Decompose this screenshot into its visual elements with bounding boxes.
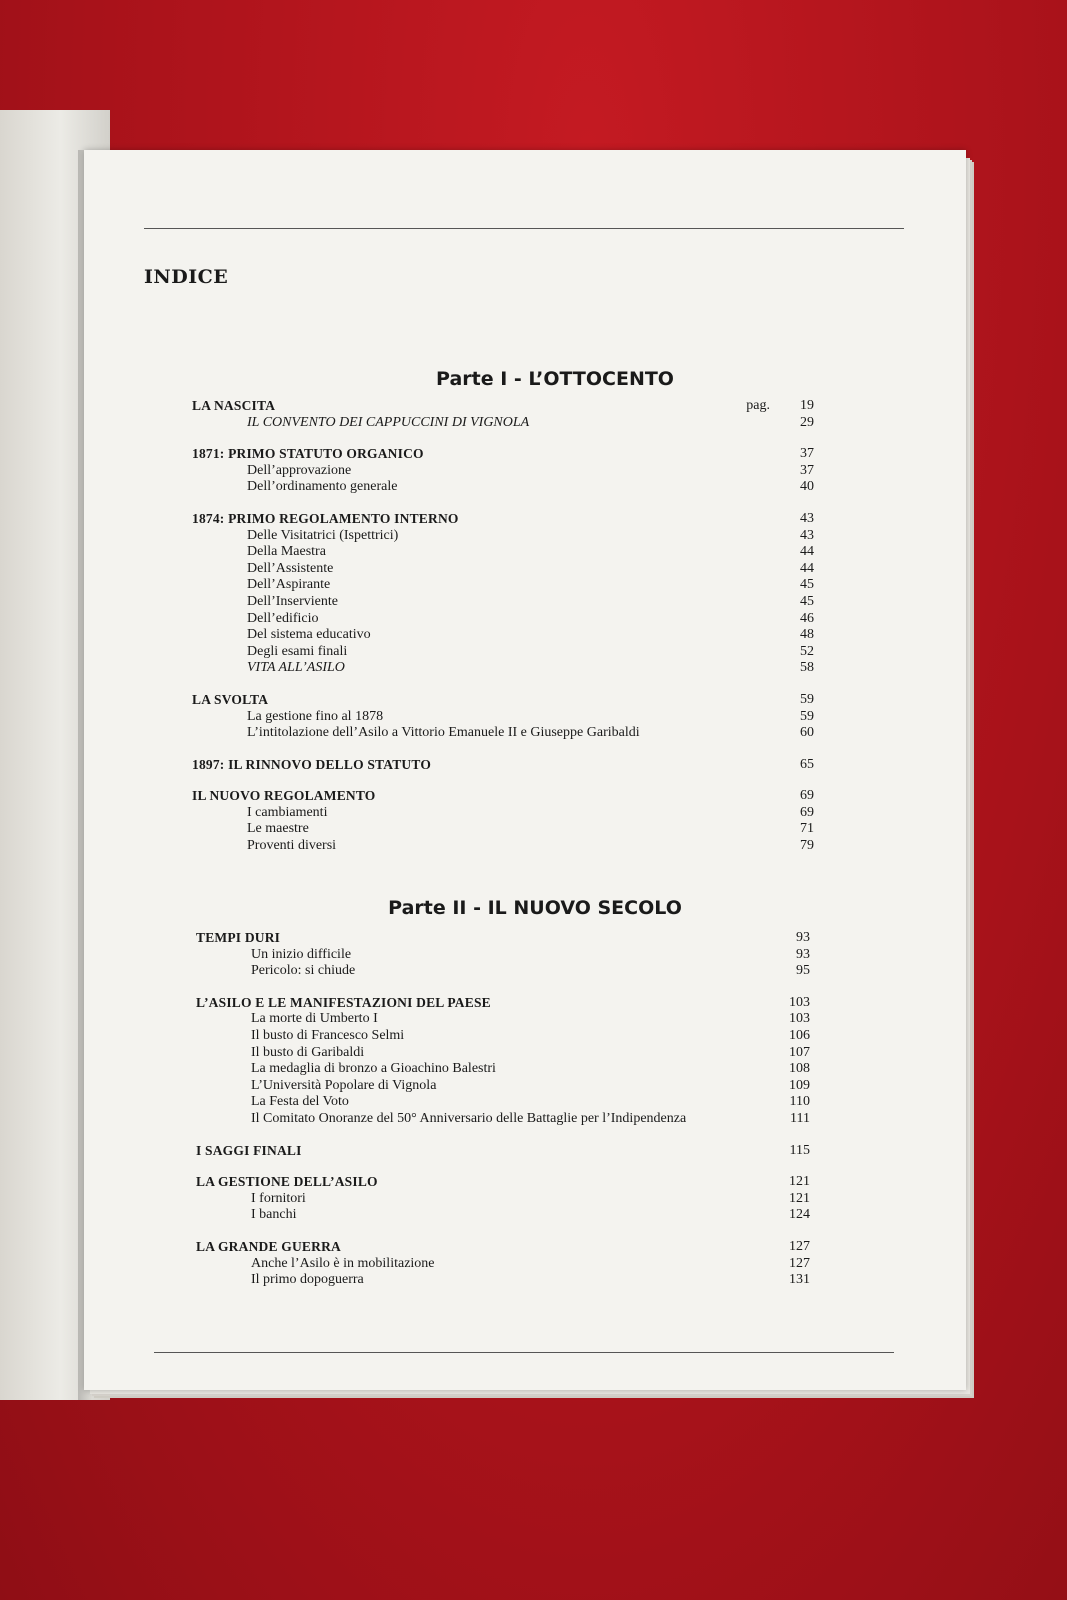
toc-subsection-entry — [192, 709, 814, 726]
toc-entry-page-number: 45 — [800, 593, 814, 609]
toc-entry-title: I cambiamenti — [247, 804, 328, 820]
toc-subsection-entry — [192, 660, 814, 677]
toc-entry-page-number: 115 — [789, 1142, 810, 1158]
toc-subsection-entry — [196, 1111, 810, 1128]
toc-entry-title: IL NUOVO REGOLAMENTO — [192, 788, 376, 804]
index-title: INDICE — [144, 266, 229, 288]
part-2-heading: Parte II - IL NUOVO SECOLO — [388, 897, 682, 919]
index-page — [84, 150, 966, 1390]
toc-entry-title: VITA ALL’ASILO — [247, 660, 345, 676]
toc-entry-page-number: 106 — [789, 1027, 810, 1043]
toc-entry-page-number: 103 — [789, 1011, 810, 1027]
toc-entry-page-number: 79 — [800, 838, 814, 854]
toc-entry-page-number: 69 — [800, 804, 814, 820]
toc-entry-page-number: 124 — [789, 1207, 810, 1223]
toc-entry-page-number: 60 — [800, 725, 814, 741]
toc-section — [196, 1174, 810, 1224]
toc-entry-page-number: 65 — [800, 756, 814, 772]
toc-entry-page-number: 127 — [789, 1238, 810, 1254]
toc-section — [196, 995, 810, 1128]
toc-entry-page-number: 59 — [800, 708, 814, 724]
toc-subsection-entry — [196, 1061, 810, 1078]
toc-chapter-entry — [196, 1143, 810, 1160]
toc-entry-title: Dell’ordinamento generale — [247, 479, 398, 495]
toc-section — [196, 1239, 810, 1289]
toc-entry-title: LA SVOLTA — [192, 691, 269, 707]
toc-section — [192, 757, 814, 774]
top-rule — [144, 228, 904, 229]
toc-chapter-entry — [196, 995, 810, 1012]
toc-section — [192, 398, 814, 431]
toc-entry-page-number: 40 — [800, 479, 814, 495]
toc-chapter-entry — [192, 757, 814, 774]
toc-entry-title: Degli esami finali — [247, 643, 348, 659]
toc-entry-page-number: 71 — [800, 821, 814, 837]
toc-entry-title: 1897: IL RINNOVO DELLO STATUTO — [192, 756, 432, 772]
toc-subsection-entry — [196, 1028, 810, 1045]
toc-entry-page-number: 127 — [789, 1255, 810, 1271]
toc-subsection-entry — [196, 947, 810, 964]
page-label: pag. — [746, 398, 770, 413]
toc-entry-title: I SAGGI FINALI — [196, 1142, 302, 1158]
toc-entry-page-number: 37 — [800, 462, 814, 478]
toc-section — [192, 692, 814, 742]
toc-chapter-entry — [192, 692, 814, 709]
toc-entry-page-number: 121 — [789, 1174, 810, 1190]
toc-entry-page-number: 109 — [789, 1077, 810, 1093]
toc-entry-page-number: 37 — [800, 446, 814, 462]
toc-entry-page-number: 44 — [800, 544, 814, 560]
toc-subsection-entry — [196, 1011, 810, 1028]
toc-section — [196, 1143, 810, 1160]
toc-subsection-entry — [196, 1207, 810, 1224]
toc-entry-title: Dell’edificio — [247, 610, 319, 626]
part-1-heading: Parte I - L’OTTOCENTO — [436, 368, 674, 390]
toc-entry-page-number: 46 — [800, 610, 814, 626]
toc-entry-title: Dell’Aspirante — [247, 577, 331, 593]
toc-entry-page-number: 44 — [800, 560, 814, 576]
toc-subsection-entry — [196, 963, 810, 980]
toc-entry-title: La morte di Umberto I — [251, 1011, 378, 1027]
toc-subsection-entry — [192, 838, 814, 855]
toc-chapter-entry — [192, 446, 814, 463]
toc-entry-title: TEMPI DURI — [196, 930, 281, 945]
toc-subsection-entry — [192, 577, 814, 594]
bottom-rule — [154, 1352, 894, 1353]
toc-entry-title: La gestione fino al 1878 — [247, 708, 384, 724]
toc-entry-page-number: 52 — [800, 643, 814, 659]
toc-subsection-entry — [196, 1045, 810, 1062]
toc-entry-title: Il busto di Garibaldi — [251, 1044, 365, 1060]
toc-subsection-entry — [192, 821, 814, 838]
toc-entry-page-number: 93 — [796, 930, 810, 945]
toc-subsection-entry — [192, 594, 814, 611]
part-2-toc — [196, 930, 810, 1304]
toc-entry-title: LA GESTIONE DELL’ASILO — [196, 1174, 378, 1190]
toc-entry-page-number: 43 — [800, 510, 814, 526]
toc-entry-page-number: 107 — [789, 1044, 810, 1060]
toc-entry-title: Anche l’Asilo è in mobilitazione — [251, 1255, 435, 1271]
toc-entry-title: I fornitori — [251, 1190, 306, 1206]
toc-entry-title: LA NASCITA — [192, 398, 276, 413]
toc-subsection-entry — [196, 1191, 810, 1208]
toc-section — [192, 511, 814, 677]
toc-subsection-entry — [196, 1272, 810, 1289]
toc-chapter-entry — [196, 1174, 810, 1191]
toc-subsection-entry — [192, 528, 814, 545]
toc-entry-page-number: 48 — [800, 627, 814, 643]
toc-entry-title: L’ASILO E LE MANIFESTAZIONI DEL PAESE — [196, 994, 491, 1010]
toc-entry-title: Le maestre — [247, 821, 309, 837]
toc-entry-title: 1871: PRIMO STATUTO ORGANICO — [192, 446, 424, 462]
toc-entry-title: 1874: PRIMO REGOLAMENTO INTERNO — [192, 510, 459, 526]
part-1-toc — [192, 398, 814, 870]
toc-entry-title: La medaglia di bronzo a Gioachino Balestri — [251, 1061, 496, 1077]
toc-entry-title: Della Maestra — [247, 544, 326, 560]
toc-subsection-entry — [196, 1078, 810, 1095]
toc-entry-page-number: 111 — [790, 1110, 810, 1126]
toc-subsection-entry — [192, 561, 814, 578]
toc-subsection-entry — [192, 415, 814, 432]
toc-chapter-entry — [192, 788, 814, 805]
toc-entry-title: Dell’approvazione — [247, 462, 352, 478]
toc-section — [192, 446, 814, 496]
toc-subsection-entry — [192, 644, 814, 661]
toc-entry-page-number: 108 — [789, 1061, 810, 1077]
toc-section — [196, 930, 810, 980]
toc-subsection-entry — [196, 1094, 810, 1111]
toc-entry-page-number: 121 — [789, 1190, 810, 1206]
toc-entry-page-number: 95 — [796, 963, 810, 979]
toc-subsection-entry — [192, 544, 814, 561]
toc-entry-title: Il busto di Francesco Selmi — [251, 1027, 405, 1043]
toc-chapter-entry — [192, 398, 814, 415]
toc-entry-page-number: 69 — [800, 788, 814, 804]
toc-subsection-entry — [192, 463, 814, 480]
toc-entry-title: L’Università Popolare di Vignola — [251, 1077, 437, 1093]
toc-entry-title: Del sistema educativo — [247, 627, 371, 643]
toc-entry-page-number: 45 — [800, 577, 814, 593]
toc-subsection-entry — [192, 479, 814, 496]
toc-entry-page-number: 43 — [800, 527, 814, 543]
toc-subsection-entry — [192, 611, 814, 628]
toc-entry-title: Il primo dopoguerra — [251, 1272, 364, 1288]
toc-entry-page-number: 59 — [800, 691, 814, 707]
toc-entry-title: Dell’Inserviente — [247, 593, 338, 609]
toc-entry-page-number: 58 — [800, 660, 814, 676]
toc-entry-title: Delle Visitatrici (Ispettrici) — [247, 527, 399, 543]
toc-subsection-entry — [192, 627, 814, 644]
toc-chapter-entry — [192, 511, 814, 528]
toc-chapter-entry — [196, 1239, 810, 1256]
toc-entry-title: Un inizio difficile — [251, 946, 352, 962]
toc-entry-title: Pericolo: si chiude — [251, 963, 356, 979]
toc-entry-page-number: 93 — [796, 946, 810, 962]
toc-subsection-entry — [192, 725, 814, 742]
toc-entry-page-number: 131 — [789, 1272, 810, 1288]
toc-entry-page-number: 19 — [800, 398, 814, 413]
toc-entry-title: Dell’Assistente — [247, 560, 334, 576]
toc-entry-title: LA GRANDE GUERRA — [196, 1238, 341, 1254]
toc-entry-page-number: 29 — [800, 414, 814, 430]
toc-entry-title: Proventi diversi — [247, 838, 337, 854]
toc-entry-title: I banchi — [251, 1207, 297, 1223]
toc-chapter-entry — [196, 930, 810, 947]
toc-entry-page-number: 103 — [789, 994, 810, 1010]
toc-entry-title: La Festa del Voto — [251, 1094, 349, 1110]
toc-entry-page-number: 110 — [789, 1094, 810, 1110]
toc-subsection-entry — [192, 805, 814, 822]
toc-entry-title: IL CONVENTO DEI CAPPUCCINI DI VIGNOLA — [247, 414, 530, 430]
toc-section — [192, 788, 814, 854]
toc-subsection-entry — [196, 1256, 810, 1273]
toc-entry-title: L’intitolazione dell’Asilo a Vittorio Emanuele II e Giuseppe Garibaldi — [247, 725, 640, 741]
toc-entry-title: Il Comitato Onoranze del 50° Anniversario delle Battaglie per l’Indipendenza — [251, 1110, 687, 1126]
